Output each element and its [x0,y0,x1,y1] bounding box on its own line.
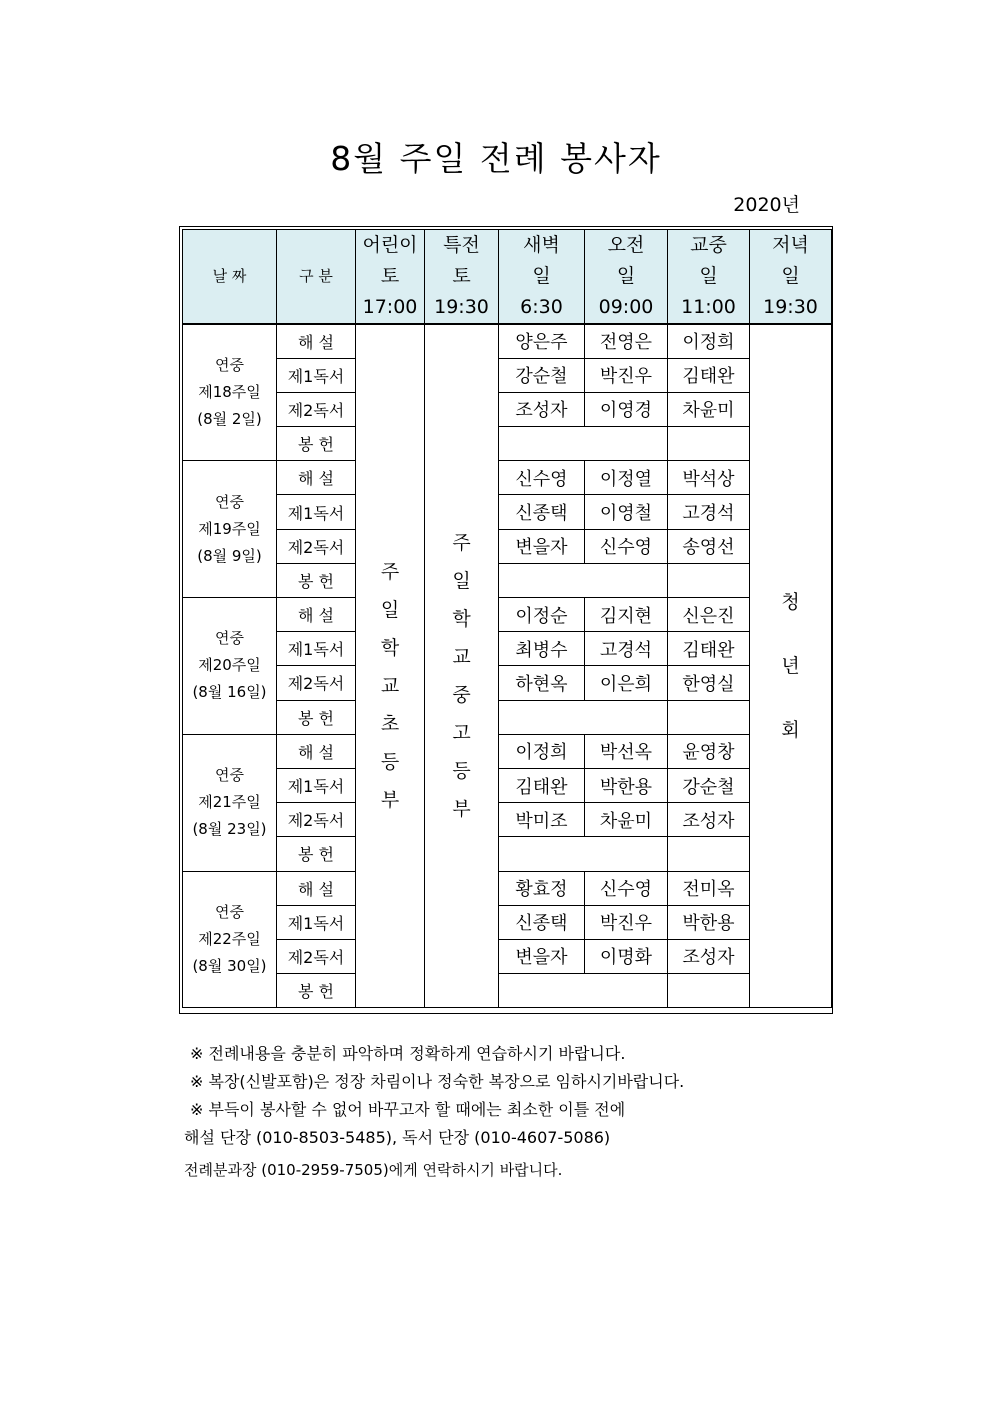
minister-name-text: 신종택 [515,913,568,935]
table-row [183,427,832,461]
children-mass-char: 주 [380,561,400,584]
minister-name-text: 김태완 [682,366,735,388]
week-date: (8월 30일) [192,956,267,975]
week-label: 연중 [215,766,244,785]
mass-day: 토 [380,265,400,287]
children-mass-char: 초 [380,713,400,736]
role-cell [277,939,356,973]
role-label: 봉 헌 [298,571,334,591]
minister-name-text: 하현옥 [515,673,568,695]
minister-name-text: 김지현 [599,605,653,627]
saturday-mass-char: 중 [452,684,471,707]
role-label: 제1독서 [287,913,345,933]
minister-name [499,768,585,802]
minister-name [668,939,750,973]
mass-day: 토 [452,265,471,287]
minister-name [668,392,750,426]
minister-name [585,392,668,426]
minister-name [499,905,585,939]
role-label: 봉 헌 [298,708,334,728]
week-number: 제21주일 [198,793,261,812]
week-date-cell [183,598,277,735]
empty-cell [499,974,668,1008]
minister-name-text: 이명화 [599,947,653,969]
table-row [183,974,832,1008]
minister-name [499,495,585,529]
table-row [183,358,832,392]
mass-time: 09:00 [598,296,654,318]
minister-name [499,598,585,632]
header-mass [499,230,585,325]
minister-name-text: 강순철 [515,366,568,388]
minister-name-text: 이정희 [515,742,568,764]
header-division [277,230,356,325]
minister-name [668,666,750,700]
minister-name-text: 박석상 [682,468,735,490]
table-row [183,495,832,529]
week-number: 제18주일 [198,383,261,402]
mass-name: 저녁 [772,234,809,256]
minister-name [585,358,668,392]
role-cell [277,529,356,563]
table-row [183,871,832,905]
week-date-cell [183,734,277,871]
evening-mass-char: 년 [781,655,800,678]
mass-name: 어린이 [362,234,418,256]
minister-name [499,803,585,837]
table-row [183,734,832,768]
minister-name-text: 황효정 [515,879,568,901]
mass-time: 11:00 [681,296,736,318]
minister-name [585,905,668,939]
role-cell [277,324,356,358]
minister-name-text: 이영경 [599,400,653,422]
mass-day: 일 [699,265,718,287]
role-cell [277,392,356,426]
note-line: ※ 전례내용을 충분히 파악하며 정확하게 연습하시기 바랍니다. [190,1044,626,1063]
empty-cell [668,427,750,461]
minister-name [585,666,668,700]
role-label: 제1독서 [287,366,345,386]
role-label: 해 설 [298,879,334,899]
header-division-label: 구 분 [299,267,333,285]
week-date-cell [183,324,277,461]
minister-name [585,768,668,802]
header-mass [750,230,832,325]
minister-name [585,324,668,358]
saturday-mass-char: 교 [452,646,471,669]
header-mass [425,230,499,325]
minister-name [585,598,668,632]
table-row [183,905,832,939]
minister-name-text: 차윤미 [599,810,653,832]
minister-name [668,495,750,529]
minister-name [668,529,750,563]
table-row [183,563,832,597]
minister-name-text: 전영은 [599,332,653,354]
empty-cell [668,700,750,734]
minister-name-text: 박한용 [682,913,735,935]
table-row [183,392,832,426]
minister-name-text: 박선옥 [599,742,653,764]
role-cell [277,427,356,461]
page-title: 8월 주일 전례 봉사자 [330,139,662,178]
minister-name [668,905,750,939]
empty-cell [668,563,750,597]
week-date: (8월 16일) [192,683,267,702]
role-cell [277,837,356,871]
minister-name [668,803,750,837]
role-label: 봉 헌 [298,435,334,455]
role-label: 제1독서 [287,640,345,660]
minister-name [499,632,585,666]
week-date: (8월 9일) [197,546,262,565]
minister-name-text: 양은주 [515,332,568,354]
week-number: 제20주일 [198,656,261,675]
minister-name-text: 신수영 [599,879,653,901]
role-label: 제2독서 [287,947,345,967]
saturday-mass-char: 부 [452,798,471,821]
children-mass-char: 교 [380,675,400,698]
mass-day: 일 [616,265,636,287]
minister-name [585,529,668,563]
minister-name-text: 최병수 [515,639,568,661]
evening-mass-char: 청 [781,591,800,614]
role-cell [277,700,356,734]
role-label: 해 설 [298,742,334,762]
saturday-mass-char: 등 [452,760,471,783]
role-label: 해 설 [298,606,334,626]
header-mass [585,230,668,325]
minister-name [499,392,585,426]
mass-time: 19:30 [763,296,818,318]
minister-name-text: 차윤미 [682,400,735,422]
minister-name-text: 이영철 [599,503,653,525]
children-mass-char: 일 [380,599,400,622]
week-label: 연중 [215,902,244,921]
minister-name [585,734,668,768]
minister-name [585,803,668,837]
role-cell [277,768,356,802]
minister-name [585,871,668,905]
table-row [183,598,832,632]
table-row [183,632,832,666]
empty-cell [499,837,668,871]
year-label: 2020년 [733,194,800,216]
minister-name-text: 고경석 [599,639,653,661]
minister-name-text: 전미옥 [682,879,735,901]
minister-name-text: 고경석 [682,503,735,525]
mass-day: 일 [781,265,800,287]
minister-name-text: 변을자 [515,537,568,559]
evening-mass-char: 회 [781,719,800,742]
role-label: 제2독서 [287,537,345,557]
week-label: 연중 [215,629,244,648]
role-label: 제2독서 [287,811,345,831]
week-date: (8월 2일) [197,410,262,429]
minister-name [585,495,668,529]
minister-name-text: 이은희 [599,673,653,695]
minister-name-text: 조성자 [682,810,735,832]
children-mass-char: 학 [380,637,400,660]
minister-name [585,461,668,495]
minister-name-text: 신은진 [682,605,735,627]
minister-name-text: 조성자 [515,400,568,422]
saturday-mass-char: 고 [452,722,471,745]
minister-name [499,666,585,700]
minister-name-text: 이정순 [515,605,568,627]
mass-name: 새벽 [523,234,560,256]
saturday-mass-char: 주 [452,532,471,555]
minister-name [499,324,585,358]
week-label: 연중 [215,356,244,375]
mass-name: 오전 [607,234,645,256]
role-label: 제2독서 [287,400,345,420]
minister-name [668,358,750,392]
saturday-mass-char: 일 [452,570,471,593]
children-mass-cell [356,324,425,1008]
role-label: 제1독서 [287,503,345,523]
header-mass [668,230,750,325]
schedule-table [182,229,832,1008]
header-mass [356,230,425,325]
note-line: ※ 복장(신발포함)은 정장 차림이나 정숙한 복장으로 임하시기바랍니다. [190,1072,685,1091]
minister-name [499,734,585,768]
minister-name-text: 박미조 [515,810,568,832]
mass-time: 19:30 [434,296,489,318]
table-row [183,803,832,837]
mass-time: 17:00 [362,296,418,318]
minister-name-text: 신수영 [515,468,568,490]
role-cell [277,734,356,768]
empty-cell [668,837,750,871]
week-label: 연중 [215,492,244,511]
minister-name [499,461,585,495]
table-row [183,324,832,358]
minister-name [499,529,585,563]
empty-cell [668,974,750,1008]
empty-cell [499,700,668,734]
minister-name [668,324,750,358]
table-row [183,837,832,871]
table-row [183,461,832,495]
role-cell [277,974,356,1008]
mass-name: 특전 [443,234,480,256]
week-date-cell [183,461,277,598]
children-mass-char: 부 [380,789,400,812]
minister-name [668,461,750,495]
role-cell [277,632,356,666]
table-row [183,529,832,563]
week-date: (8월 23일) [192,820,267,839]
note-line: ※ 부득이 봉사할 수 없어 바꾸고자 할 때에는 최소한 이틀 전에 [190,1100,626,1119]
header-date-label: 날 짜 [212,267,247,285]
minister-name-text: 이정열 [599,468,653,490]
table-row [183,666,832,700]
table-row [183,768,832,802]
role-label: 봉 헌 [298,982,334,1002]
week-date-cell [183,871,277,1008]
role-label: 해 설 [298,469,334,489]
minister-name [585,632,668,666]
minister-name-text: 박진우 [599,366,653,388]
minister-name-text: 조성자 [682,947,735,969]
minister-name-text: 신종택 [515,503,568,525]
saturday-mass-cell [425,324,499,1008]
role-cell [277,358,356,392]
minister-name-text: 박진우 [599,913,653,935]
role-cell [277,461,356,495]
minister-name-text: 이정희 [682,332,735,354]
empty-cell [499,427,668,461]
minister-name-text: 변을자 [515,947,568,969]
header-date [183,230,277,325]
note-line: 해설 단장 (010-8503-5485), 독서 단장 (010-4607-5086) [184,1128,611,1147]
notes [184,1040,834,1184]
week-number: 제19주일 [198,519,261,538]
role-label: 제1독서 [287,777,345,797]
minister-name-text: 강순철 [682,776,735,798]
role-label: 해 설 [298,332,334,352]
table-row [183,939,832,973]
minister-name-text: 박한용 [599,776,653,798]
minister-name [585,939,668,973]
minister-name [668,768,750,802]
table-row [183,700,832,734]
minister-name [668,871,750,905]
saturday-mass-char: 학 [452,608,471,631]
minister-name-text: 송영선 [682,537,735,559]
role-cell [277,666,356,700]
role-label: 제2독서 [287,674,345,694]
empty-cell [499,563,668,597]
minister-name-text: 윤영창 [682,742,735,764]
note-line: 전례분과장 (010-2959-7505)에게 연락하시기 바랍니다. [184,1161,563,1179]
minister-name-text: 신수영 [599,537,653,559]
mass-name: 교중 [690,234,727,256]
minister-name [499,939,585,973]
minister-name [499,358,585,392]
role-cell [277,495,356,529]
evening-mass-cell [750,324,832,1008]
role-cell [277,563,356,597]
minister-name [668,598,750,632]
role-cell [277,803,356,837]
role-cell [277,871,356,905]
mass-time: 6:30 [520,296,563,318]
role-cell [277,598,356,632]
minister-name-text: 김태완 [682,639,735,661]
role-label: 봉 헌 [298,845,334,865]
minister-name [668,632,750,666]
minister-name [499,871,585,905]
week-number: 제22주일 [198,929,261,948]
mass-day: 일 [532,265,551,287]
role-cell [277,905,356,939]
minister-name [668,734,750,768]
minister-name-text: 한영실 [682,673,735,695]
children-mass-char: 등 [380,751,400,774]
minister-name-text: 김태완 [515,776,568,798]
